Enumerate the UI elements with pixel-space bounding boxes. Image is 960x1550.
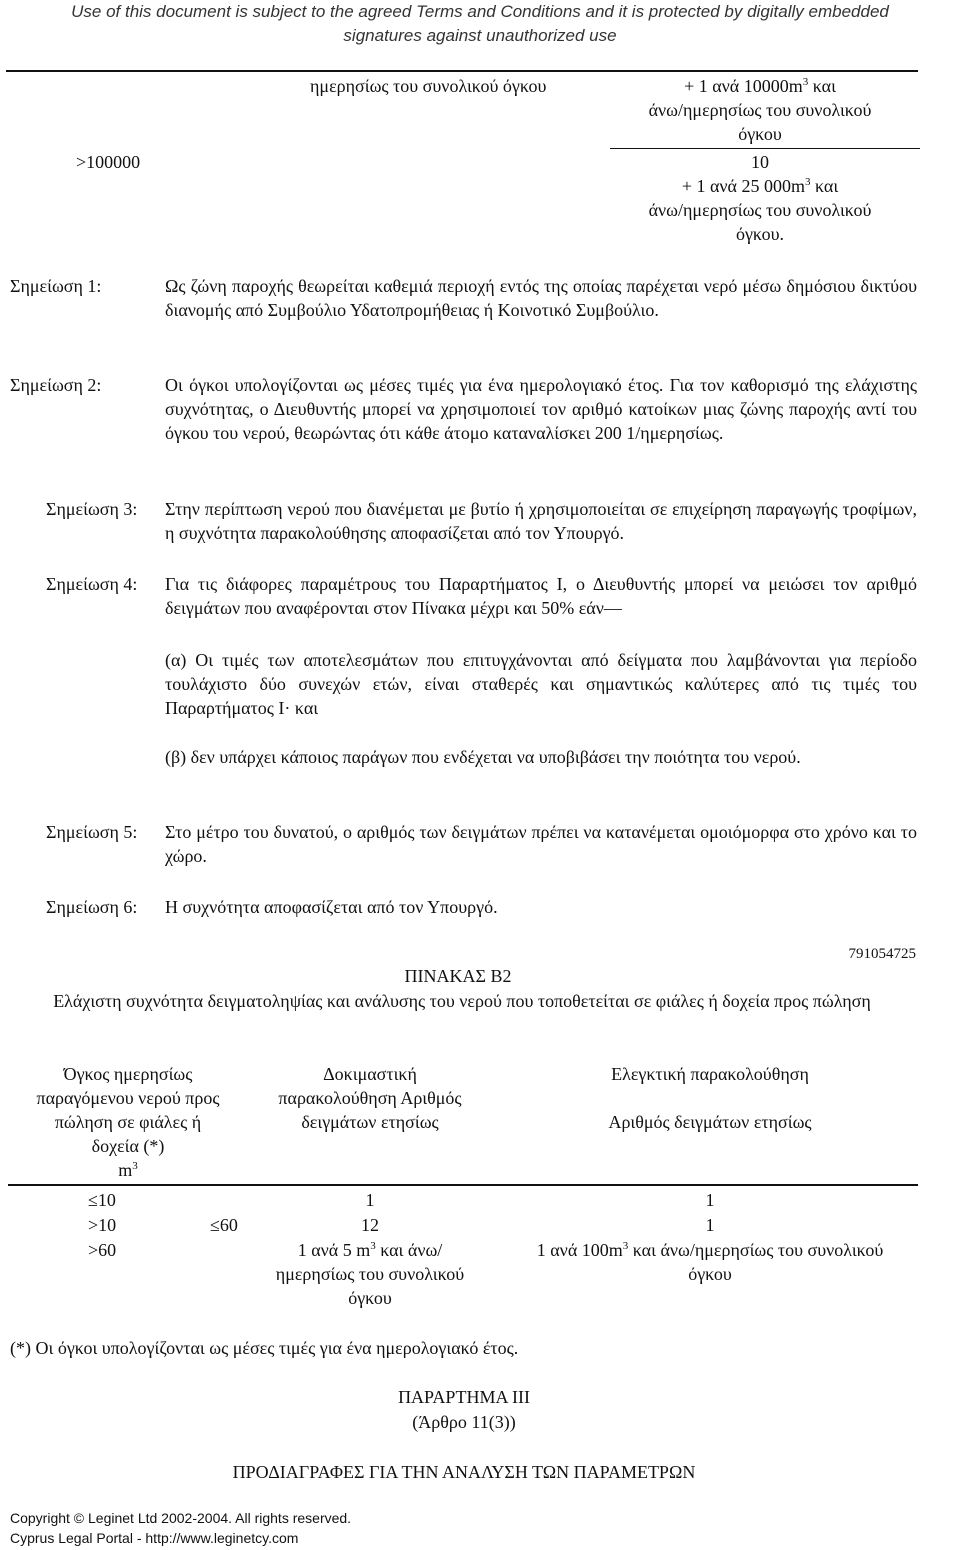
note1-label: Σημείωση 1:	[10, 276, 102, 296]
annex-heading: ΠΡΟΔΙΑΓΡΑΦΕΣ ΓΙΑ ΤΗΝ ΑΝΑΛΥΣΗ ΤΩΝ ΠΑΡΑΜΕΤΡΩΝ	[232, 1462, 696, 1482]
row1-volume: ≤10	[88, 1190, 116, 1210]
row1-frequency-a: + 1 ανά 10000m	[684, 76, 803, 96]
note3-label: Σημείωση 3:	[46, 499, 138, 519]
row3-trial-line2: ημερησίως του συνολικού	[275, 1264, 465, 1284]
row1-audit: 1	[705, 1190, 715, 1210]
note4-label: Σημείωση 4:	[46, 574, 138, 594]
note3-text: Στην περίπτωση νερού που διανέμεται με βυτίο ή χρησιμοποιείται σε επιχείρηση παραγωγής τροφίμων, η συχνότητα παρακολούθησης αποφασίζεται από τον Υπουργό.	[165, 499, 917, 543]
note1-text: Ως ζώνη παροχής θεωρείται καθεμιά περιοχή εντός της οποίας παρέχεται νερό μέσω δημόσιου δικτύου διανομής από Συμβούλιο Υδατοπρομήθειας ή Κοινοτικό Συμβούλιο.	[165, 276, 917, 320]
row3-trial-a: 1 ανά 5 m	[297, 1240, 371, 1260]
col-trial-header-l1: Δοκιμαστική	[323, 1064, 417, 1084]
row3-trial-sup: 3	[370, 1240, 376, 1252]
protection-notice-line2: signatures against unauthorized use	[343, 26, 617, 45]
note5-label: Σημείωση 5:	[46, 822, 138, 842]
row2-frequency	[600, 150, 920, 246]
col-audit-header-l1: Ελεγκτική παρακολούθηση	[611, 1064, 809, 1084]
note5-text: Στο μέτρο του δυνατού, ο αριθμός των δειγμάτων πρέπει να κατανέμεται ομοιόμορφα στο χρόνο και το χώρο.	[165, 822, 917, 866]
col-volume-header	[8, 1062, 248, 1182]
note2-label: Σημείωση 2:	[10, 375, 102, 395]
footer-portal-link[interactable]: Cyprus Legal Portal - http://www.leginetcy.com	[10, 1530, 299, 1546]
col-volume-header-l2: παραγόμενου νερού προς	[36, 1088, 220, 1108]
col-volume-header-sup: 3	[132, 1160, 138, 1172]
row2-volume: >100000	[76, 152, 141, 172]
annex-title: ΠΑΡΑΡΤΗΜΑ ΙΙΙ	[398, 1387, 530, 1407]
row2-volume-min: >10	[88, 1215, 117, 1235]
row1-frequency-line3: όγκου	[738, 124, 782, 144]
table-b2-footnote: (*) Οι όγκοι υπολογίζονται ως μέσες τιμές για ένα ημερολογιακό έτος.	[10, 1338, 519, 1358]
row1-volume-text: ημερησίως του συνολικού όγκου	[310, 76, 547, 96]
row3-audit-sup: 3	[622, 1240, 629, 1252]
row2-trial: 12	[361, 1215, 379, 1235]
row2-frequency-sup: 3	[804, 176, 811, 188]
note4-item-b: (β) δεν υπάρχει κάποιος παράγων που ενδέχεται να υποβιβάσει την ποιότητα του νερού.	[165, 747, 801, 767]
col-volume-header-l5: m	[118, 1160, 133, 1180]
row2-frequency-line4: όγκου.	[735, 224, 785, 244]
col-volume-header-l1: Όγκος ημερησίως	[63, 1064, 193, 1084]
row1-rule	[610, 148, 920, 149]
row3-trial	[250, 1238, 490, 1310]
col-trial-header-l2: παρακολούθηση Αριθμός	[278, 1088, 462, 1108]
row2-audit: 1	[705, 1215, 715, 1235]
row2-frequency-a: + 1 ανά 25 000m	[681, 176, 805, 196]
col-volume-header-l3: πώληση σε φιάλες ή	[54, 1112, 202, 1132]
row1-frequency-b: και	[808, 76, 836, 96]
note4-item-a: (α) Οι τιμές των αποτελεσμάτων που επιτυγχάνονται από δείγματα που λαμβάνονται για περίοδο τουλάχιστο δύο συνεχών ετών, είναι σταθερές και σημαντικώς καλύτερες από τις τιμές του Παραρτήματος Ι· και	[165, 650, 917, 718]
note2-text: Οι όγκοι υπολογίζονται ως μέσες τιμές για ένα ημερολογιακό έτος. Για τον καθορισμό της ελάχιστης συχνότητας, ο Διευθυντής μπορεί να χρησιμοποιεί τον αριθμό κατοίκων μιας ζώνης παροχής αντί του όγκου του νερού, θεωρώντας ότι κάθε άτομο καταναλίσκει 200 1/ημερησίως.	[165, 375, 917, 443]
row3-audit-b: και άνω/ημερησίως του συνολικού	[628, 1240, 884, 1260]
row2-frequency-line3: άνω/ημερησίως του συνολικού	[648, 200, 872, 220]
row1-trial: 1	[365, 1190, 375, 1210]
row1-frequency-sup: 3	[802, 76, 809, 88]
footer-copyright: Copyright © Leginet Ltd 2002-2004. All rights reserved.	[10, 1510, 352, 1526]
row3-audit-line2: όγκου	[688, 1264, 732, 1284]
document-number: 791054725	[848, 946, 916, 962]
col-trial-header	[250, 1062, 490, 1134]
col-volume-header-l4: δοχεία (*)	[91, 1136, 165, 1156]
row3-volume: >60	[88, 1240, 117, 1260]
annex-article: (Άρθρο 11(3))	[412, 1412, 516, 1432]
note6-label: Σημείωση 6:	[46, 897, 138, 917]
note4-text: Για τις διάφορες παραμέτρους του Παραρτήματος Ι, ο Διευθυντής μπορεί να μειώσει τον αριθμό δειγμάτων που αναφέρονται στον Πίνακα μέχρι και 50% εάν—	[165, 574, 917, 618]
row3-audit	[495, 1238, 925, 1286]
row3-trial-line3: όγκου	[348, 1288, 392, 1308]
table-b2-header-rule	[8, 1184, 918, 1186]
col-audit-header-l2: Αριθμός δειγμάτων ετησίως	[608, 1112, 812, 1132]
col-trial-header-l3: δειγμάτων ετησίως	[301, 1112, 439, 1132]
table-top-rule	[158, 70, 918, 72]
row1-frequency-line2: άνω/ημερησίως του συνολικού	[648, 100, 872, 120]
row2-frequency-b: και	[810, 176, 839, 196]
row1-frequency	[600, 74, 920, 146]
table-top-rule-left	[6, 70, 158, 72]
row2-frequency-line1: 10	[751, 152, 769, 172]
protection-notice-line1: Use of this document is subject to the agreed Terms and Conditions and it is protected by digitally embedded	[71, 2, 889, 21]
note6-text: Η συχνότητα αποφασίζεται από τον Υπουργό.	[165, 897, 498, 917]
table-b2-subtitle: Ελάχιστη συχνότητα δειγματοληψίας και ανάλυσης του νερού που τοποθετείται σε φιάλες ή δοχεία προς πώληση	[53, 991, 871, 1011]
row3-trial-b: και άνω/	[375, 1240, 443, 1260]
protection-notice-header	[0, 0, 960, 48]
row2-volume-max: ≤60	[210, 1215, 238, 1235]
row3-audit-a: 1 ανά 100m	[536, 1240, 623, 1260]
col-audit-header	[555, 1062, 865, 1134]
table-b2-title: ΠΙΝΑΚΑΣ Β2	[404, 966, 512, 986]
